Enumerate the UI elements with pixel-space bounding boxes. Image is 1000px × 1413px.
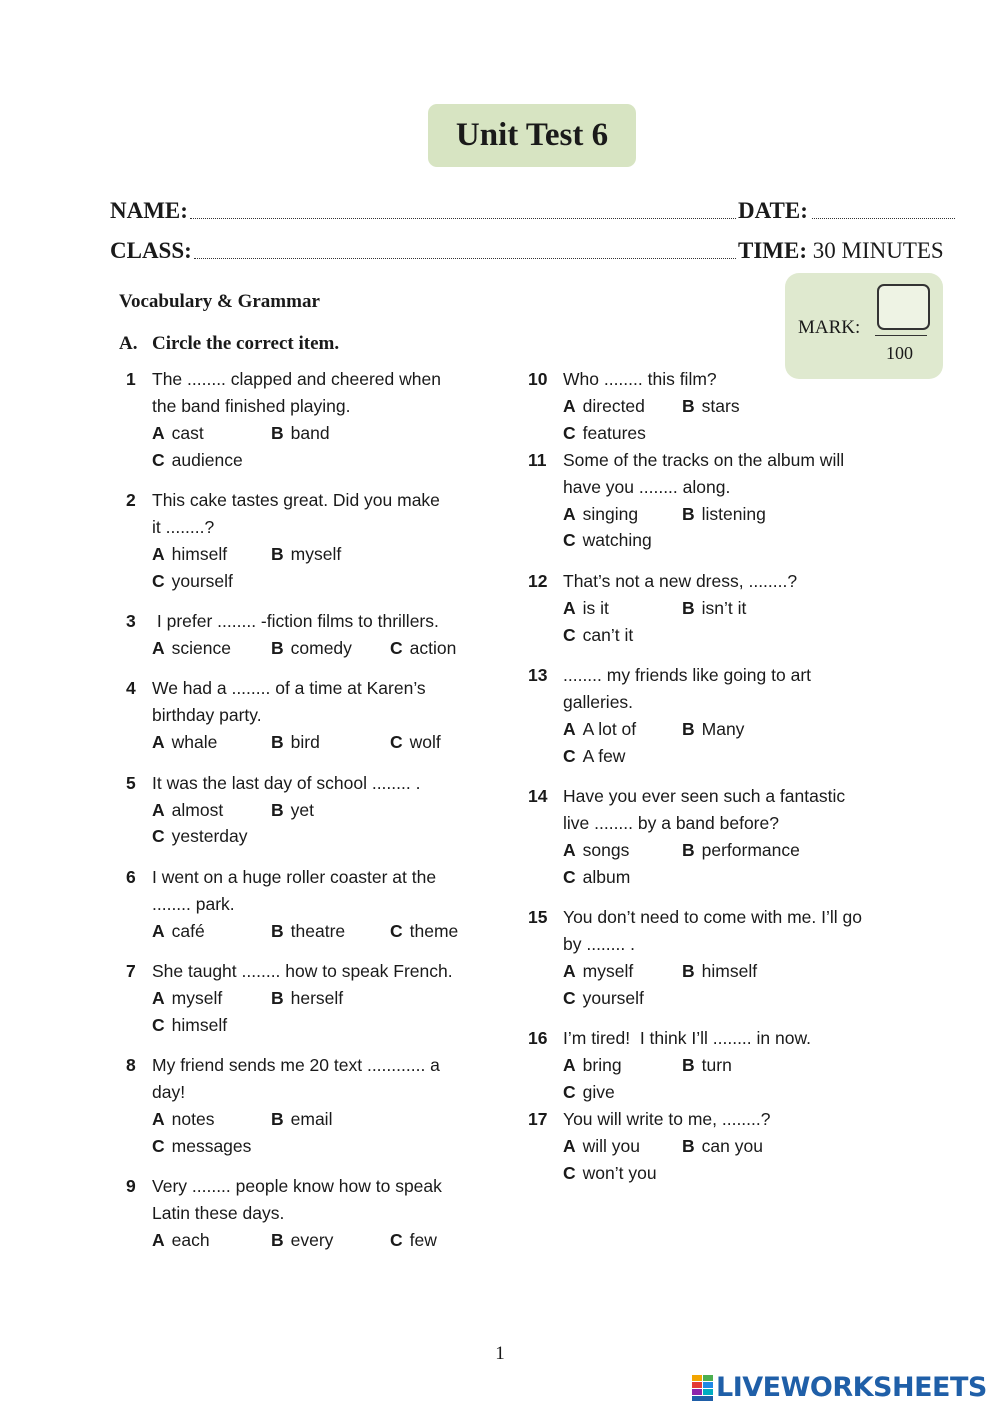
option-text: almost — [171, 799, 224, 820]
option-text: won’t you — [582, 1162, 657, 1183]
option-text: directed — [582, 395, 645, 416]
question-10 — [528, 366, 908, 447]
option-c[interactable] — [152, 823, 248, 850]
option-text: messages — [171, 1135, 252, 1156]
options-row — [563, 501, 908, 528]
option-b[interactable] — [682, 393, 740, 420]
option-b[interactable] — [682, 837, 800, 864]
question-16 — [528, 1025, 908, 1106]
class-field[interactable] — [194, 258, 736, 259]
question-text: The ........ clapped and cheered when — [152, 369, 441, 389]
question-text: by ........ . — [563, 934, 635, 955]
option-text: few — [409, 1230, 437, 1251]
name-date-row — [110, 190, 960, 224]
options-row — [563, 622, 908, 649]
option-text: cast — [171, 422, 204, 443]
option-c[interactable] — [563, 1160, 657, 1187]
name-label: NAME: — [110, 198, 188, 223]
page-title: Unit Test 6 — [428, 104, 636, 167]
option-letter: B — [682, 597, 695, 618]
option-text: listening — [701, 503, 766, 524]
option-letter: C — [390, 732, 403, 753]
question-number: 12 — [528, 570, 548, 591]
option-letter: B — [682, 1135, 695, 1156]
option-b[interactable] — [682, 958, 757, 985]
option-b[interactable] — [271, 420, 330, 447]
question-number: 1 — [126, 369, 136, 389]
question-8 — [126, 1052, 506, 1160]
question-text: Latin these days. — [152, 1203, 285, 1224]
options-row — [152, 985, 506, 1012]
question-text: Very ........ people know how to speak — [152, 1176, 442, 1197]
question-3 — [126, 608, 506, 662]
option-text: album — [582, 866, 631, 887]
mark-label: MARK: — [798, 317, 861, 338]
option-text: himself — [701, 960, 758, 981]
question-4 — [126, 675, 506, 756]
option-a[interactable] — [563, 837, 629, 864]
question-number: 10 — [528, 369, 548, 389]
instruction — [119, 333, 339, 355]
options-row — [152, 1106, 506, 1133]
option-text: isn’t it — [701, 597, 747, 618]
options-row — [152, 420, 506, 447]
question-text: It was the last day of school ........ . — [152, 772, 421, 793]
options-row — [152, 635, 506, 662]
option-b[interactable] — [682, 1052, 732, 1079]
options-row — [563, 1160, 908, 1187]
options-row — [152, 729, 506, 756]
option-text: himself — [171, 543, 228, 564]
options-row — [152, 1133, 506, 1160]
question-number: 8 — [126, 1055, 136, 1076]
option-text: yesterday — [171, 826, 248, 847]
question-text: day! — [152, 1082, 186, 1103]
option-letter: C — [563, 987, 576, 1008]
options-row — [152, 823, 506, 850]
question-text: ........ park. — [152, 893, 235, 914]
option-letter: C — [563, 745, 576, 766]
option-b[interactable] — [271, 797, 314, 824]
option-letter: A — [563, 597, 576, 618]
options-row — [563, 743, 908, 770]
option-text: yourself — [171, 570, 233, 591]
option-letter: A — [563, 395, 576, 416]
option-letter: C — [152, 1014, 165, 1035]
option-a[interactable] — [152, 1106, 214, 1133]
option-letter: C — [390, 920, 403, 941]
option-letter: B — [271, 799, 284, 820]
question-number: 2 — [126, 490, 136, 511]
question-text: That’s not a new dress, ........? — [563, 570, 798, 591]
mark-input[interactable] — [877, 284, 930, 330]
questions-left-column — [126, 366, 506, 1254]
option-text: watching — [582, 530, 652, 551]
option-a[interactable] — [152, 1227, 210, 1254]
options-row — [152, 541, 506, 568]
options-row — [152, 1227, 506, 1254]
option-text: whale — [171, 732, 218, 753]
option-letter: C — [152, 449, 165, 470]
option-c[interactable] — [390, 918, 458, 945]
option-letter: A — [152, 1230, 165, 1251]
option-b[interactable] — [682, 1133, 763, 1160]
mark-divider — [875, 335, 927, 336]
option-letter: B — [682, 839, 695, 860]
liveworksheets-icon — [692, 1375, 714, 1401]
option-text: turn — [701, 1055, 732, 1076]
option-letter: A — [152, 1109, 165, 1130]
option-c[interactable] — [152, 568, 233, 595]
option-text: performance — [701, 839, 800, 860]
option-letter: B — [682, 718, 695, 739]
question-2 — [126, 487, 506, 595]
option-b[interactable] — [271, 541, 341, 568]
question-text: This cake tastes great. Did you make — [152, 490, 440, 511]
option-text: email — [290, 1109, 333, 1130]
liveworksheets-logo[interactable] — [692, 1372, 987, 1403]
option-text: yet — [290, 799, 314, 820]
option-a[interactable] — [563, 501, 638, 528]
option-letter: A — [152, 987, 165, 1008]
option-letter: B — [682, 960, 695, 981]
options-row — [563, 985, 908, 1012]
option-letter: B — [271, 422, 284, 443]
option-text: give — [582, 1082, 615, 1103]
options-row — [152, 568, 506, 595]
options-row — [152, 447, 506, 474]
option-letter: A — [152, 543, 165, 564]
question-text: I prefer ........ -fiction films to thrillers. — [152, 611, 439, 632]
question-number: 7 — [126, 961, 136, 982]
option-a[interactable] — [152, 635, 231, 662]
option-c[interactable] — [563, 743, 625, 770]
question-text: I went on a huge roller coaster at the — [152, 866, 437, 887]
option-text: bring — [582, 1055, 622, 1076]
question-12 — [528, 568, 908, 649]
question-number: 14 — [528, 786, 548, 807]
option-letter: A — [563, 1135, 576, 1156]
option-letter: B — [271, 638, 284, 659]
option-c[interactable] — [390, 729, 441, 756]
option-a[interactable] — [152, 797, 223, 824]
option-text: myself — [171, 987, 223, 1008]
option-c[interactable] — [563, 420, 646, 447]
option-text: stars — [701, 395, 740, 416]
time-label-wrap — [738, 238, 944, 264]
time-value: 30 MINUTES — [812, 238, 944, 263]
option-letter: B — [682, 395, 695, 416]
option-letter: C — [563, 1082, 576, 1103]
question-number: 15 — [528, 907, 548, 928]
option-c[interactable] — [563, 864, 630, 891]
option-text: café — [171, 920, 205, 941]
option-text: comedy — [290, 638, 352, 659]
options-row — [152, 797, 506, 824]
options-row — [563, 716, 908, 743]
option-letter: B — [271, 920, 284, 941]
question-text: We had a ........ of a time at Karen’s — [152, 678, 426, 699]
question-13 — [528, 662, 908, 770]
question-number: 9 — [126, 1176, 136, 1197]
option-b[interactable] — [682, 501, 766, 528]
option-text: yourself — [582, 987, 644, 1008]
option-b[interactable] — [271, 635, 352, 662]
option-letter: A — [563, 718, 576, 739]
option-text: will you — [582, 1135, 641, 1156]
option-text: can’t it — [582, 624, 634, 645]
option-letter: B — [682, 503, 695, 524]
mark-total: 100 — [886, 343, 913, 363]
option-letter: C — [152, 826, 165, 847]
option-letter: C — [563, 624, 576, 645]
options-row — [563, 595, 908, 622]
question-text: Have you ever seen such a fantastic — [563, 786, 846, 807]
option-letter: B — [271, 1109, 284, 1130]
option-text: singing — [582, 503, 639, 524]
question-number: 5 — [126, 772, 136, 793]
option-a[interactable] — [563, 716, 636, 743]
question-14 — [528, 783, 908, 891]
option-c[interactable] — [563, 1079, 615, 1106]
option-letter: C — [563, 866, 576, 887]
option-letter: B — [271, 543, 284, 564]
option-a[interactable] — [563, 1133, 640, 1160]
question-number: 16 — [528, 1028, 548, 1049]
question-number: 11 — [528, 449, 547, 470]
option-a[interactable] — [563, 1052, 622, 1079]
date-field[interactable] — [812, 218, 955, 219]
option-text: action — [409, 638, 457, 659]
option-c[interactable] — [152, 447, 243, 474]
options-row — [152, 1012, 506, 1039]
option-text: songs — [582, 839, 630, 860]
option-c[interactable] — [152, 1012, 227, 1039]
option-text: every — [290, 1230, 334, 1251]
questions-right-column — [528, 366, 908, 1187]
option-letter: A — [152, 732, 165, 753]
options-row — [563, 1052, 908, 1079]
date-label: DATE: — [738, 198, 808, 223]
question-text: My friend sends me 20 text ............ a — [152, 1055, 440, 1076]
question-text: it ........? — [152, 517, 215, 537]
option-text: is it — [582, 597, 609, 618]
option-letter: C — [390, 638, 403, 659]
option-a[interactable] — [563, 595, 609, 622]
option-text: herself — [290, 987, 344, 1008]
options-row — [152, 918, 506, 945]
question-number: 6 — [126, 866, 136, 887]
question-number: 4 — [126, 678, 136, 699]
question-text: galleries. — [563, 691, 634, 712]
question-1 — [126, 366, 506, 474]
option-text: theatre — [290, 920, 346, 941]
option-text: features — [582, 422, 646, 443]
question-text: You will write to me, ........? — [563, 1108, 771, 1129]
option-letter: C — [152, 1135, 165, 1156]
option-a[interactable] — [152, 918, 205, 945]
option-letter: A — [563, 1055, 576, 1076]
question-7 — [126, 958, 506, 1039]
option-letter: A — [563, 960, 576, 981]
option-text: A few — [582, 745, 626, 766]
options-row — [563, 393, 908, 420]
option-c[interactable] — [390, 635, 456, 662]
option-a[interactable] — [152, 729, 217, 756]
question-text: live ........ by a band before? — [563, 812, 779, 833]
name-field[interactable] — [190, 218, 736, 219]
options-row — [563, 837, 908, 864]
question-text: have you ........ along. — [563, 476, 731, 497]
question-text: You don’t need to come with me. I’ll go — [563, 907, 862, 928]
question-text: She taught ........ how to speak French. — [152, 961, 453, 982]
question-text: the band finished playing. — [152, 395, 351, 416]
question-text: ........ my friends like going to art — [563, 664, 812, 685]
option-b[interactable] — [682, 595, 746, 622]
option-text: bird — [290, 732, 320, 753]
option-b[interactable] — [271, 1106, 332, 1133]
options-row — [563, 1079, 908, 1106]
option-text: notes — [171, 1109, 215, 1130]
question-6 — [126, 864, 506, 945]
option-letter: B — [271, 987, 284, 1008]
option-letter: B — [682, 1055, 695, 1076]
section-title: Vocabulary & Grammar — [119, 291, 320, 312]
options-row — [563, 864, 908, 891]
option-letter: A — [563, 839, 576, 860]
option-letter: C — [563, 422, 576, 443]
liveworksheets-text: LIVEWORKSHEETS — [716, 1372, 987, 1403]
question-9 — [126, 1173, 506, 1254]
option-c[interactable] — [563, 985, 644, 1012]
option-letter: C — [152, 570, 165, 591]
option-text: each — [171, 1230, 210, 1251]
option-c[interactable] — [563, 527, 652, 554]
option-text: theme — [409, 920, 459, 941]
option-letter: A — [152, 920, 165, 941]
instruction-letter: A. — [119, 333, 138, 354]
question-number: 17 — [528, 1108, 548, 1129]
option-c[interactable] — [390, 1227, 437, 1254]
option-a[interactable] — [563, 393, 645, 420]
options-row — [563, 958, 908, 985]
option-b[interactable] — [271, 1227, 333, 1254]
option-text: band — [290, 422, 330, 443]
question-11 — [528, 447, 908, 555]
question-text: birthday party. — [152, 705, 262, 726]
time-label: TIME: — [738, 238, 807, 263]
option-a[interactable] — [152, 420, 204, 447]
question-text: Some of the tracks on the album will — [563, 449, 845, 470]
option-c[interactable] — [152, 1133, 251, 1160]
option-b[interactable] — [271, 918, 345, 945]
option-letter: A — [152, 799, 165, 820]
option-a[interactable] — [152, 985, 222, 1012]
options-row — [563, 527, 908, 554]
question-number: 13 — [528, 664, 548, 685]
option-text: himself — [171, 1014, 228, 1035]
class-time-row — [110, 230, 960, 264]
option-text: Many — [701, 718, 745, 739]
option-letter: B — [271, 732, 284, 753]
option-letter: C — [563, 1162, 576, 1183]
question-17 — [528, 1106, 908, 1187]
question-number: 3 — [126, 611, 136, 632]
question-text: Who ........ this film? — [563, 369, 717, 389]
option-a[interactable] — [563, 958, 633, 985]
page-number: 1 — [495, 1343, 505, 1364]
question-text: I’m tired! I think I’ll ........ in now. — [563, 1028, 811, 1049]
option-b[interactable] — [271, 729, 320, 756]
option-c[interactable] — [563, 622, 633, 649]
option-letter: C — [390, 1230, 403, 1251]
option-b[interactable] — [271, 985, 343, 1012]
option-letter: A — [563, 503, 576, 524]
option-letter: A — [152, 638, 165, 659]
question-5 — [126, 770, 506, 851]
option-text: A lot of — [582, 718, 637, 739]
class-label: CLASS: — [110, 238, 192, 263]
option-text: wolf — [409, 732, 441, 753]
option-text: science — [171, 638, 231, 659]
option-letter: A — [152, 422, 165, 443]
option-letter: C — [563, 530, 576, 551]
options-row — [563, 420, 908, 447]
option-text: myself — [582, 960, 634, 981]
mark-box — [785, 273, 943, 379]
instruction-text: Circle the correct item. — [152, 333, 340, 354]
question-15 — [528, 904, 908, 1012]
options-row — [563, 1133, 908, 1160]
option-b[interactable] — [682, 716, 744, 743]
option-text: audience — [171, 449, 243, 470]
option-letter: B — [271, 1230, 284, 1251]
option-text: can you — [701, 1135, 763, 1156]
option-a[interactable] — [152, 541, 227, 568]
option-text: myself — [290, 543, 342, 564]
